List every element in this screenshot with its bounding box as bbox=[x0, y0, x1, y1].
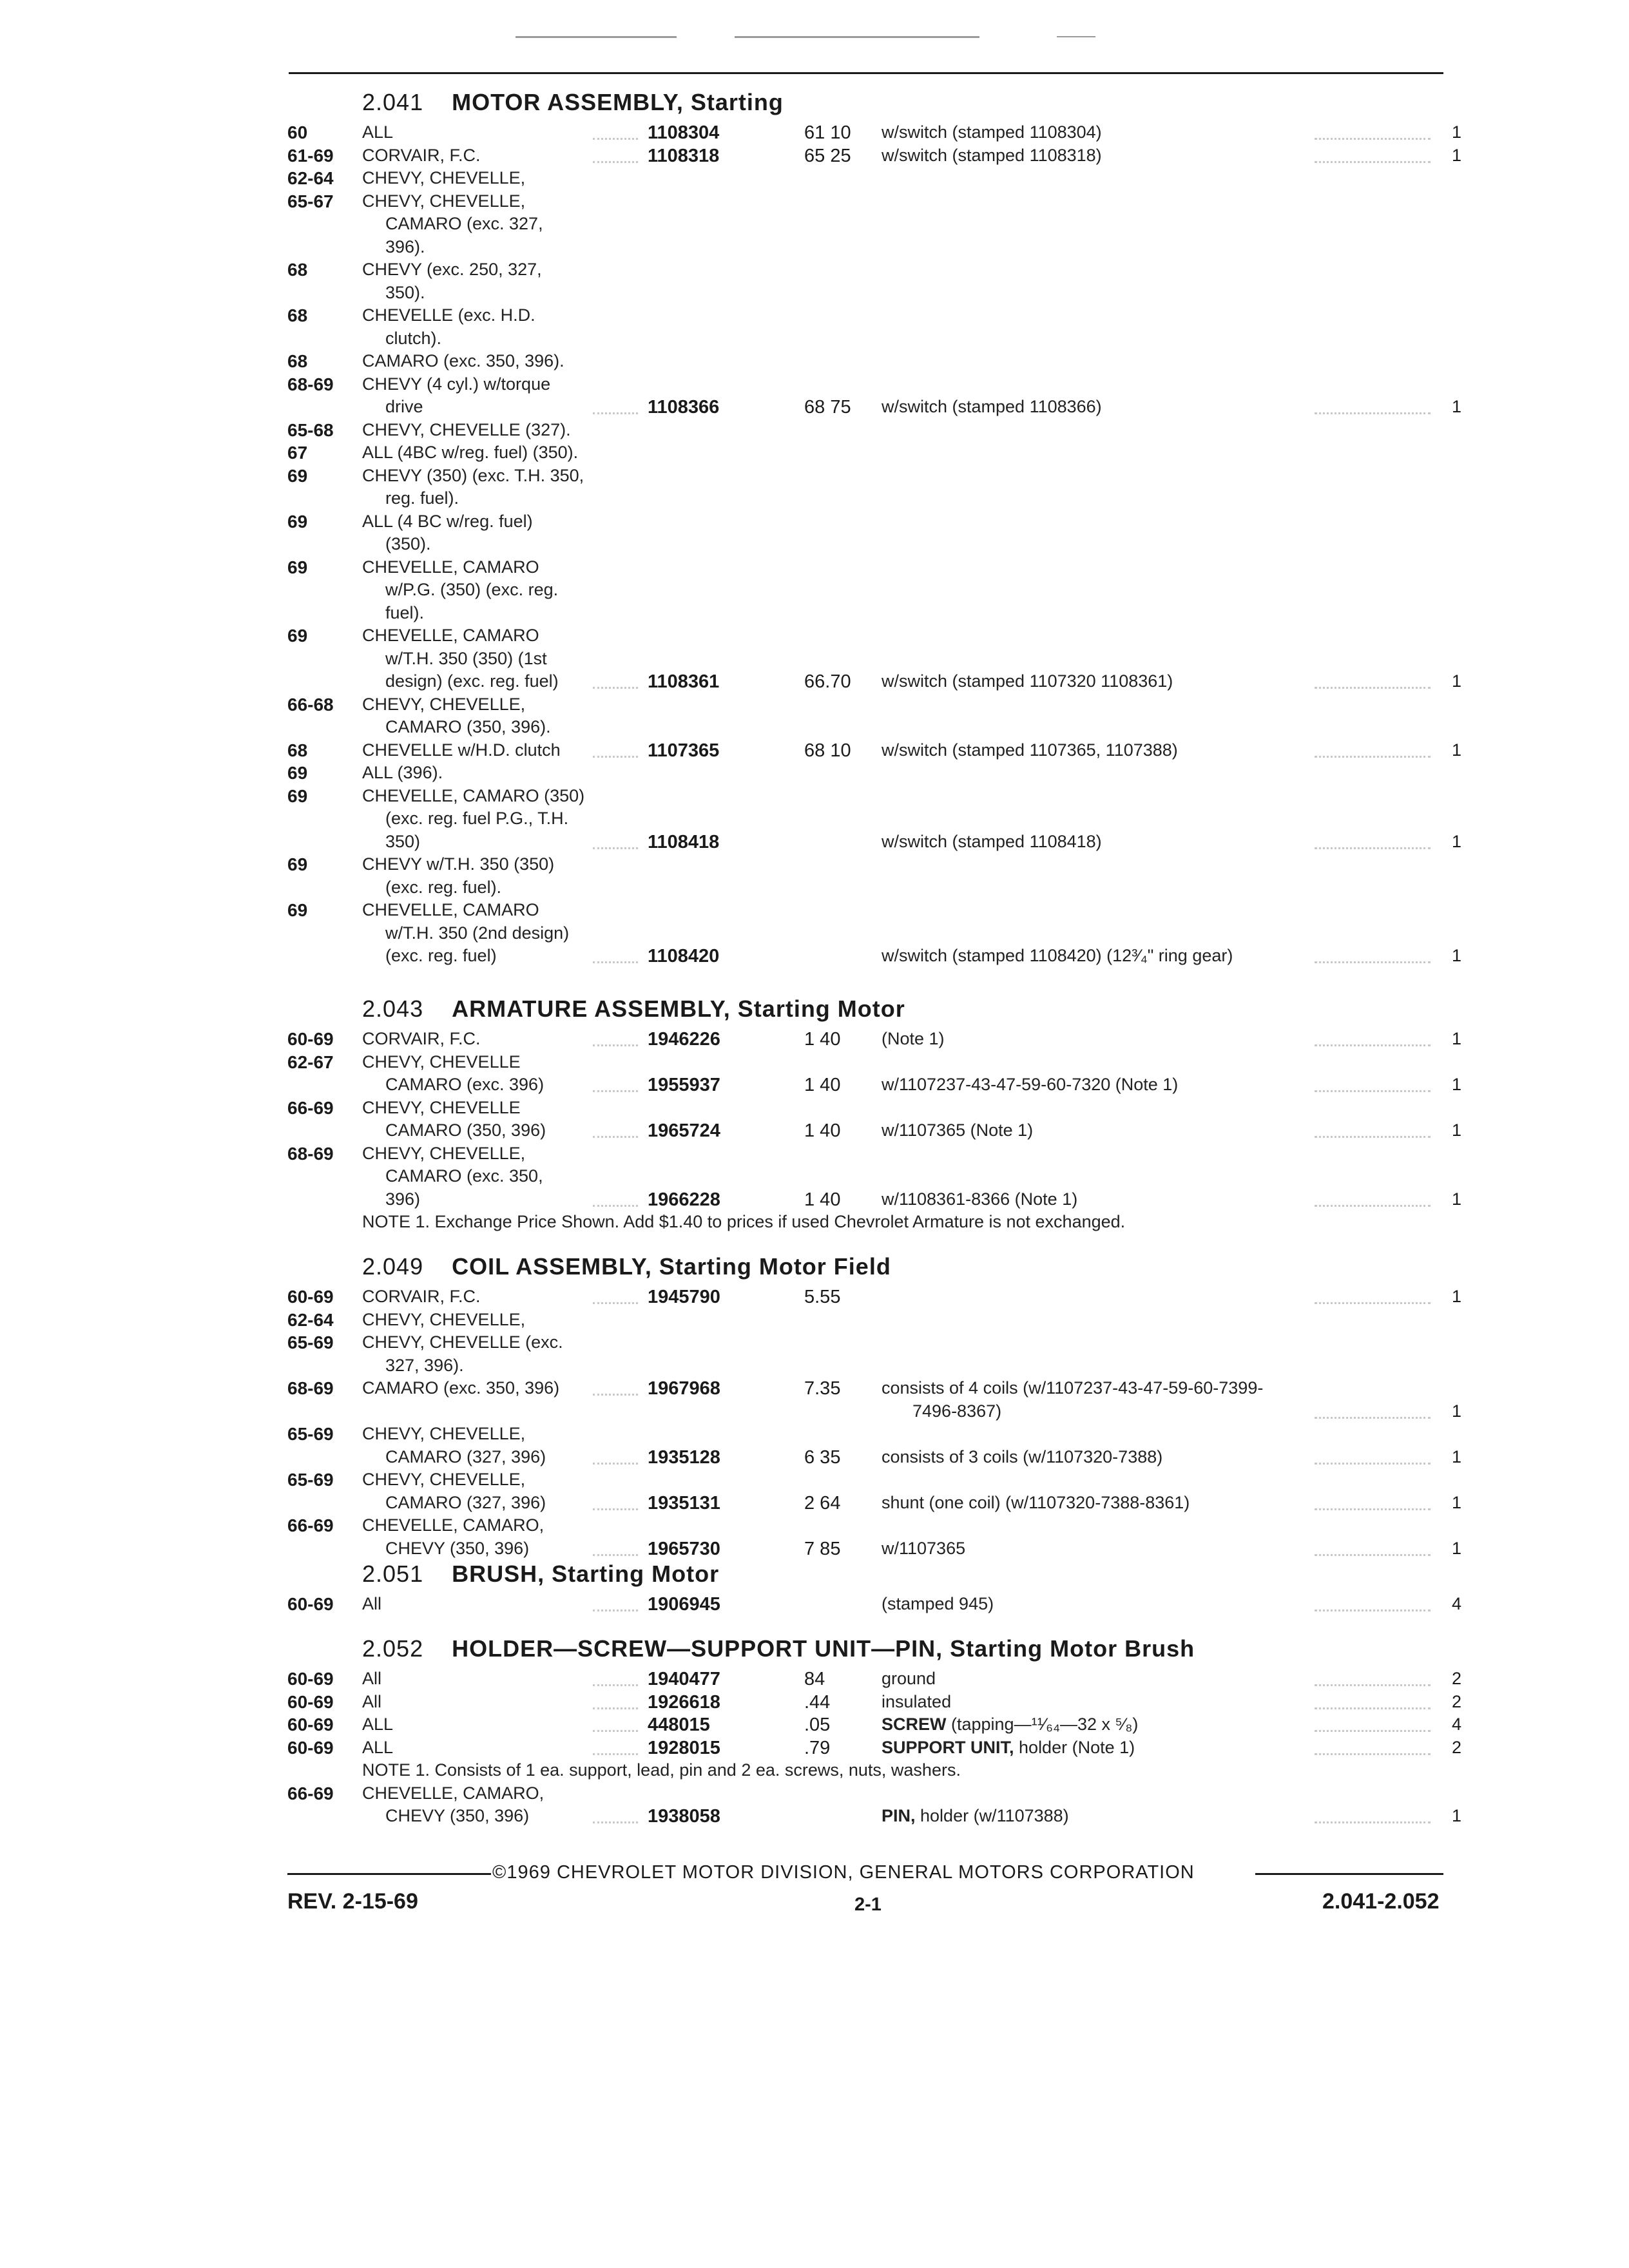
top-scratch-mark bbox=[516, 36, 677, 38]
header-rule bbox=[289, 72, 1443, 74]
description-text: w/switch (stamped 1108420) (12³⁄₄" ring gear) bbox=[882, 946, 1233, 965]
vehicle-application: CAMARO (exc. 327, bbox=[385, 214, 543, 233]
model-year: 69 bbox=[287, 786, 308, 806]
dot-leader bbox=[593, 847, 638, 849]
price: 2 64 bbox=[804, 1493, 841, 1514]
section-number: 2.043 bbox=[362, 995, 424, 1022]
part-number: 1966228 bbox=[648, 1189, 720, 1210]
model-year: 60-69 bbox=[287, 1669, 334, 1689]
description-text: ground bbox=[882, 1669, 936, 1688]
section-note: NOTE 1. Exchange Price Shown. Add $1.40 to prices if used Chevrolet Armature is not exchanged. bbox=[362, 1212, 1126, 1231]
dot-leader bbox=[593, 1684, 638, 1686]
part-number: 1965724 bbox=[648, 1120, 720, 1141]
dot-leader bbox=[1315, 1136, 1431, 1138]
vehicle-application: (exc. reg. fuel) bbox=[385, 946, 497, 965]
footer-rule-left bbox=[287, 1873, 491, 1875]
part-number: 448015 bbox=[648, 1715, 710, 1735]
vehicle-application: CHEVELLE, CAMARO, bbox=[362, 1783, 545, 1803]
vehicle-application: CHEVY, CHEVELLE (327). bbox=[362, 420, 571, 439]
model-year: 68 bbox=[287, 305, 308, 325]
dot-leader bbox=[593, 961, 638, 963]
quantity: 1 bbox=[1451, 1493, 1461, 1512]
model-year: 69 bbox=[287, 512, 308, 532]
price: 1 40 bbox=[804, 1075, 841, 1095]
model-year: 67 bbox=[287, 443, 308, 463]
model-year: 65-69 bbox=[287, 1332, 334, 1352]
part-number: 1906945 bbox=[648, 1594, 720, 1615]
part-number: 1935131 bbox=[648, 1493, 720, 1514]
price: 66.70 bbox=[804, 671, 851, 692]
dot-leader bbox=[1315, 1508, 1431, 1510]
description-text: shunt (one coil) (w/1107320-7388-8361) bbox=[882, 1493, 1190, 1512]
model-year: 69 bbox=[287, 626, 308, 646]
dot-leader bbox=[593, 1554, 638, 1556]
vehicle-application: CHEVY, CHEVELLE, bbox=[362, 1310, 526, 1329]
vehicle-application: CAMARO (327, 396) bbox=[385, 1493, 546, 1512]
vehicle-application: w/T.H. 350 (350) (1st bbox=[385, 649, 547, 668]
vehicle-application: ALL (4 BC w/reg. fuel) bbox=[362, 512, 533, 531]
model-year: 69 bbox=[287, 900, 308, 920]
dot-leader bbox=[1315, 161, 1431, 163]
price: .79 bbox=[804, 1738, 831, 1758]
model-year: 60 bbox=[287, 122, 308, 142]
part-number: 1940477 bbox=[648, 1669, 720, 1689]
price: 7.35 bbox=[804, 1378, 841, 1399]
dot-leader bbox=[593, 1610, 638, 1611]
model-year: 69 bbox=[287, 557, 308, 577]
part-description bbox=[882, 1493, 1190, 1513]
part-number: 1926618 bbox=[648, 1692, 720, 1713]
vehicle-application: CHEVELLE, CAMARO (350) bbox=[362, 786, 585, 805]
vehicle-application: CHEVY, CHEVELLE bbox=[362, 1098, 521, 1117]
dot-leader bbox=[593, 138, 638, 140]
vehicle-application: CORVAIR, F.C. bbox=[362, 1287, 481, 1306]
part-description bbox=[882, 946, 1233, 966]
part-description bbox=[882, 671, 1173, 691]
part-description bbox=[882, 1029, 945, 1049]
dot-leader bbox=[1315, 412, 1431, 414]
vehicle-application: (350). bbox=[385, 534, 431, 553]
description-text: 7496-8367) bbox=[912, 1401, 1002, 1421]
price: 68 75 bbox=[804, 397, 851, 418]
part-number: 1967968 bbox=[648, 1378, 720, 1399]
part-description bbox=[882, 1447, 1162, 1467]
section-title bbox=[362, 1561, 719, 1588]
vehicle-application: ALL bbox=[362, 1738, 394, 1757]
vehicle-application: ALL (4BC w/reg. fuel) (350). bbox=[362, 443, 579, 462]
vehicle-application: ALL bbox=[362, 122, 394, 142]
vehicle-application: CHEVY, CHEVELLE, bbox=[362, 191, 526, 211]
description-text: holder (Note 1) bbox=[1019, 1738, 1135, 1757]
vehicle-application: CHEVY, CHEVELLE (exc. bbox=[362, 1332, 563, 1352]
vehicle-application: reg. fuel). bbox=[385, 488, 459, 508]
vehicle-application: 350). bbox=[385, 283, 425, 302]
model-year: 60-69 bbox=[287, 1692, 334, 1712]
part-description bbox=[882, 122, 1102, 142]
model-year: 60-69 bbox=[287, 1715, 334, 1735]
vehicle-application: fuel). bbox=[385, 603, 425, 622]
model-year: 65-68 bbox=[287, 420, 334, 440]
model-year: 68-69 bbox=[287, 1378, 334, 1398]
part-number: 1108304 bbox=[648, 122, 720, 143]
part-description bbox=[882, 1806, 1069, 1826]
quantity: 2 bbox=[1451, 1692, 1461, 1711]
description-text: (tapping—¹¹⁄₆₄—32 x ⁵⁄₈) bbox=[951, 1715, 1139, 1734]
price: 1 40 bbox=[804, 1120, 841, 1141]
vehicle-application: CHEVY (350, 396) bbox=[385, 1539, 530, 1558]
dot-leader bbox=[1315, 1610, 1431, 1611]
dot-leader bbox=[593, 161, 638, 163]
part-number: 1938058 bbox=[648, 1806, 720, 1827]
vehicle-application: CHEVELLE, CAMARO bbox=[362, 557, 539, 577]
vehicle-application: clutch). bbox=[385, 329, 442, 348]
quantity: 1 bbox=[1451, 1447, 1461, 1466]
description-text: consists of 3 coils (w/1107320-7388) bbox=[882, 1447, 1163, 1466]
dot-leader bbox=[593, 1205, 638, 1207]
vehicle-application: ALL bbox=[362, 1715, 394, 1734]
vehicle-application: CHEVELLE, CAMARO bbox=[362, 900, 539, 919]
model-year: 65-67 bbox=[287, 191, 334, 211]
part-description bbox=[882, 1120, 1033, 1140]
part-description bbox=[882, 1692, 951, 1712]
vehicle-application: 396). bbox=[385, 237, 425, 256]
model-year: 66-69 bbox=[287, 1515, 334, 1535]
vehicle-application: CHEVY w/T.H. 350 (350) bbox=[362, 854, 555, 874]
quantity: 2 bbox=[1451, 1669, 1461, 1688]
vehicle-application: CORVAIR, F.C. bbox=[362, 1029, 481, 1048]
section-title bbox=[362, 995, 905, 1023]
vehicle-application: CAMARO (exc. 350, bbox=[385, 1166, 543, 1186]
vehicle-application: 350) bbox=[385, 832, 421, 851]
vehicle-application: CHEVELLE, CAMARO, bbox=[362, 1515, 545, 1535]
model-year: 69 bbox=[287, 763, 308, 783]
section-title bbox=[362, 89, 784, 116]
description-text: w/switch (stamped 1108304) bbox=[882, 122, 1102, 142]
description-text: w/1108361-8366 (Note 1) bbox=[882, 1189, 1078, 1209]
vehicle-application: All bbox=[362, 1692, 382, 1711]
price: 5.55 bbox=[804, 1287, 841, 1307]
section-title bbox=[362, 1253, 891, 1280]
quantity: 2 bbox=[1451, 1738, 1461, 1757]
section-heading: COIL ASSEMBLY, Starting Motor Field bbox=[452, 1253, 891, 1280]
section-range: 2.041-2.052 bbox=[1322, 1889, 1440, 1914]
dot-leader bbox=[1315, 1707, 1431, 1709]
part-name: SCREW bbox=[882, 1715, 951, 1734]
vehicle-application: 327, 396). bbox=[385, 1356, 464, 1375]
section-number: 2.041 bbox=[362, 89, 424, 115]
part-number: 1107365 bbox=[648, 740, 720, 761]
vehicle-application: CHEVELLE (exc. H.D. bbox=[362, 305, 535, 325]
dot-leader bbox=[1315, 138, 1431, 140]
part-number: 1928015 bbox=[648, 1738, 720, 1758]
dot-leader bbox=[593, 1302, 638, 1304]
dot-leader bbox=[1315, 1684, 1431, 1686]
vehicle-application: w/P.G. (350) (exc. reg. bbox=[385, 580, 559, 599]
dot-leader bbox=[593, 756, 638, 758]
revision-date: REV. 2-15-69 bbox=[287, 1889, 418, 1914]
dot-leader bbox=[1315, 847, 1431, 849]
model-year: 68 bbox=[287, 740, 308, 760]
quantity: 4 bbox=[1451, 1594, 1461, 1613]
dot-leader bbox=[1315, 1554, 1431, 1556]
part-description bbox=[882, 146, 1102, 166]
part-description bbox=[882, 1539, 965, 1559]
section-heading: HOLDER—SCREW—SUPPORT UNIT—PIN, Starting Motor Brush bbox=[452, 1635, 1195, 1662]
dot-leader bbox=[593, 1753, 638, 1755]
description-text: (stamped 945) bbox=[882, 1594, 994, 1613]
dot-leader bbox=[593, 1394, 638, 1396]
vehicle-application: design) (exc. reg. fuel) bbox=[385, 671, 559, 691]
model-year: 60-69 bbox=[287, 1738, 334, 1758]
model-year: 68-69 bbox=[287, 1144, 334, 1164]
description-text: w/1107365 (Note 1) bbox=[882, 1120, 1034, 1140]
dot-leader bbox=[1315, 1417, 1431, 1419]
vehicle-application: CAMARO (exc. 396) bbox=[385, 1075, 545, 1094]
dot-leader bbox=[593, 1730, 638, 1732]
model-year: 62-67 bbox=[287, 1052, 334, 1072]
dot-leader bbox=[1315, 1753, 1431, 1755]
part-number: 1945790 bbox=[648, 1287, 720, 1307]
quantity: 1 bbox=[1451, 1539, 1461, 1558]
dot-leader bbox=[1315, 1205, 1431, 1207]
quantity: 1 bbox=[1451, 397, 1461, 416]
vehicle-application: CHEVY, CHEVELLE, bbox=[362, 168, 526, 187]
description-text: (Note 1) bbox=[882, 1029, 945, 1048]
part-number: 1108318 bbox=[648, 146, 720, 166]
quantity: 1 bbox=[1451, 1075, 1461, 1094]
price: .44 bbox=[804, 1692, 831, 1713]
part-description bbox=[882, 1738, 1135, 1758]
quantity: 1 bbox=[1451, 1401, 1461, 1421]
dot-leader bbox=[593, 412, 638, 414]
description-text: w/1107237-43-47-59-60-7320 (Note 1) bbox=[882, 1075, 1179, 1094]
vehicle-application: CHEVELLE, CAMARO bbox=[362, 626, 539, 645]
dot-leader bbox=[1315, 1821, 1431, 1823]
vehicle-application: CHEVY, CHEVELLE, bbox=[362, 695, 526, 714]
vehicle-application: CHEVY, CHEVELLE, bbox=[362, 1144, 526, 1163]
vehicle-application: CHEVY, CHEVELLE bbox=[362, 1052, 521, 1072]
vehicle-application: CHEVELLE w/H.D. clutch bbox=[362, 740, 561, 760]
section-number: 2.051 bbox=[362, 1561, 424, 1587]
part-number: 1955937 bbox=[648, 1075, 720, 1095]
model-year: 62-64 bbox=[287, 1310, 334, 1330]
part-number: 1108366 bbox=[648, 397, 720, 418]
quantity: 1 bbox=[1451, 1189, 1461, 1209]
model-year: 60-69 bbox=[287, 1594, 334, 1614]
model-year: 69 bbox=[287, 854, 308, 874]
quantity: 1 bbox=[1451, 946, 1461, 965]
description-text: insulated bbox=[882, 1692, 952, 1711]
vehicle-application: CHEVY (exc. 250, 327, bbox=[362, 260, 542, 279]
vehicle-application: CAMARO (350, 396). bbox=[385, 717, 551, 736]
dot-leader bbox=[593, 1090, 638, 1092]
model-year: 61-69 bbox=[287, 146, 334, 166]
dot-leader bbox=[593, 1821, 638, 1823]
model-year: 65-69 bbox=[287, 1424, 334, 1444]
vehicle-application: CHEVY (350, 396) bbox=[385, 1806, 530, 1825]
price: 84 bbox=[804, 1669, 825, 1689]
dot-leader bbox=[593, 1508, 638, 1510]
quantity: 4 bbox=[1451, 1715, 1461, 1734]
part-number: 1935128 bbox=[648, 1447, 720, 1468]
part-name: SUPPORT UNIT, bbox=[882, 1738, 1019, 1757]
dot-leader bbox=[593, 1463, 638, 1465]
vehicle-application: ALL (396). bbox=[362, 763, 443, 782]
dot-leader bbox=[1315, 1730, 1431, 1732]
model-year: 62-64 bbox=[287, 168, 334, 188]
model-year: 69 bbox=[287, 466, 308, 486]
part-description bbox=[882, 1075, 1178, 1095]
footer-rule-right bbox=[1255, 1873, 1443, 1875]
part-description bbox=[882, 397, 1102, 417]
section-number: 2.049 bbox=[362, 1253, 424, 1280]
part-description bbox=[882, 832, 1102, 852]
dot-leader bbox=[1315, 961, 1431, 963]
model-year: 68-69 bbox=[287, 374, 334, 394]
top-scratch-mark bbox=[735, 36, 979, 38]
vehicle-application: CHEVY, CHEVELLE, bbox=[362, 1424, 526, 1443]
vehicle-application: drive bbox=[385, 397, 423, 416]
vehicle-application: CHEVY, CHEVELLE, bbox=[362, 1470, 526, 1489]
page-number: 2-1 bbox=[854, 1894, 882, 1915]
dot-leader bbox=[1315, 1090, 1431, 1092]
model-year: 66-68 bbox=[287, 695, 334, 715]
part-number: 1108361 bbox=[648, 671, 720, 692]
part-number: 1946226 bbox=[648, 1029, 720, 1050]
dot-leader bbox=[1315, 1302, 1431, 1304]
vehicle-application: w/T.H. 350 (2nd design) bbox=[385, 923, 570, 943]
dot-leader bbox=[593, 1136, 638, 1138]
price: 7 85 bbox=[804, 1539, 841, 1559]
dot-leader bbox=[1315, 1463, 1431, 1465]
price: 6 35 bbox=[804, 1447, 841, 1468]
dot-leader bbox=[1315, 756, 1431, 758]
quantity: 1 bbox=[1451, 1120, 1461, 1140]
description-text: holder (w/1107388) bbox=[920, 1806, 1069, 1825]
part-description bbox=[882, 1669, 936, 1689]
model-year: 65-69 bbox=[287, 1470, 334, 1490]
model-year: 68 bbox=[287, 351, 308, 371]
description-text: w/switch (stamped 1107320 1108361) bbox=[882, 671, 1173, 691]
part-description bbox=[882, 1189, 1077, 1209]
price: 1 40 bbox=[804, 1189, 841, 1210]
table-note: NOTE 1. Consists of 1 ea. support, lead, pin and 2 ea. screws, nuts, washers. bbox=[362, 1760, 961, 1780]
vehicle-application: CHEVY (350) (exc. T.H. 350, bbox=[362, 466, 584, 485]
vehicle-application: CHEVY (4 cyl.) w/torque bbox=[362, 374, 551, 394]
vehicle-application: (exc. reg. fuel). bbox=[385, 878, 502, 897]
vehicle-application: All bbox=[362, 1669, 382, 1688]
model-year: 66-69 bbox=[287, 1783, 334, 1803]
quantity: 1 bbox=[1451, 1806, 1461, 1825]
description-text: w/switch (stamped 1108366) bbox=[882, 397, 1102, 416]
model-year: 68 bbox=[287, 260, 308, 280]
model-year: 66-69 bbox=[287, 1098, 334, 1118]
description-text: w/switch (stamped 1107365, 1107388) bbox=[882, 740, 1178, 760]
dot-leader bbox=[593, 1707, 638, 1709]
top-scratch-mark bbox=[1057, 36, 1095, 37]
section-number: 2.052 bbox=[362, 1635, 424, 1662]
vehicle-application: All bbox=[362, 1594, 382, 1613]
price: .05 bbox=[804, 1715, 831, 1735]
part-description bbox=[912, 1401, 1001, 1421]
quantity: 1 bbox=[1451, 1287, 1461, 1306]
dot-leader bbox=[1315, 1044, 1431, 1046]
price: 65 25 bbox=[804, 146, 851, 166]
quantity: 1 bbox=[1451, 671, 1461, 691]
vehicle-application: CAMARO (350, 396) bbox=[385, 1120, 546, 1140]
part-description bbox=[882, 1715, 1138, 1735]
section-heading: ARMATURE ASSEMBLY, Starting Motor bbox=[452, 995, 905, 1022]
vehicle-application: CAMARO (exc. 350, 396) bbox=[362, 1378, 560, 1398]
dot-leader bbox=[593, 1044, 638, 1046]
part-number: 1108420 bbox=[648, 946, 720, 966]
description-text: w/switch (stamped 1108418) bbox=[882, 832, 1102, 851]
vehicle-application: CAMARO (exc. 350, 396). bbox=[362, 351, 564, 370]
vehicle-application: CORVAIR, F.C. bbox=[362, 146, 481, 165]
part-description bbox=[882, 1378, 1263, 1398]
model-year: 60-69 bbox=[287, 1287, 334, 1307]
model-year: 60-69 bbox=[287, 1029, 334, 1049]
price: 68 10 bbox=[804, 740, 851, 761]
part-description bbox=[882, 740, 1178, 760]
price: 1 40 bbox=[804, 1029, 841, 1050]
vehicle-application: 396) bbox=[385, 1189, 421, 1209]
description-text: w/switch (stamped 1108318) bbox=[882, 146, 1102, 165]
price: 61 10 bbox=[804, 122, 851, 143]
description-text: w/1107365 bbox=[882, 1539, 966, 1558]
dot-leader bbox=[593, 687, 638, 689]
quantity: 1 bbox=[1451, 122, 1461, 142]
part-description bbox=[882, 1594, 994, 1614]
part-number: 1108418 bbox=[648, 832, 720, 852]
quantity: 1 bbox=[1451, 146, 1461, 165]
description-text: consists of 4 coils (w/1107237-43-47-59-60-7399- bbox=[882, 1378, 1264, 1398]
footer-copyright: ©1969 CHEVROLET MOTOR DIVISION, GENERAL MOTORS CORPORATION bbox=[492, 1862, 1195, 1883]
part-name: PIN, bbox=[882, 1806, 921, 1825]
vehicle-application: CAMARO (327, 396) bbox=[385, 1447, 546, 1466]
quantity: 1 bbox=[1451, 1029, 1461, 1048]
section-heading: BRUSH, Starting Motor bbox=[452, 1561, 720, 1587]
section-heading: MOTOR ASSEMBLY, Starting bbox=[452, 89, 784, 115]
vehicle-application: (exc. reg. fuel P.G., T.H. bbox=[385, 809, 569, 828]
part-number: 1965730 bbox=[648, 1539, 720, 1559]
dot-leader bbox=[1315, 687, 1431, 689]
section-title bbox=[362, 1635, 1195, 1662]
quantity: 1 bbox=[1451, 832, 1461, 851]
quantity: 1 bbox=[1451, 740, 1461, 760]
